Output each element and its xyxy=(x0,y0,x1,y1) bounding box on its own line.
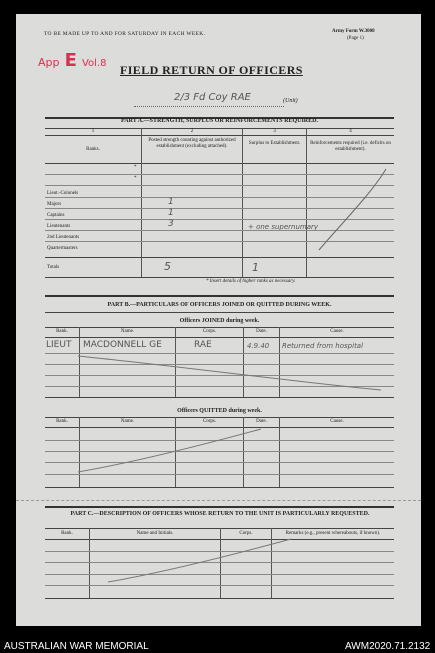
stamp-vol: Vol.8 xyxy=(81,58,107,69)
footer-left: AUSTRALIAN WAR MEMORIAL xyxy=(4,641,149,652)
parta-colnum-4: 4 xyxy=(349,129,352,134)
surplus-note: + one supernumary xyxy=(248,223,319,231)
top-note: TO BE MADE UP TO AND FOR SATURDAY IN EACH WEEK. xyxy=(44,31,206,37)
parta-vline-2 xyxy=(242,128,243,277)
joined-corps-value: RAE xyxy=(194,340,212,350)
quitted-pen-stroke xyxy=(76,426,266,476)
rank-majors: Majors xyxy=(47,202,62,207)
partc-pen-stroke xyxy=(106,536,296,586)
parta-vline-1 xyxy=(141,128,142,277)
rank-quartermasters: Quartermasters xyxy=(47,246,78,251)
partc-vline xyxy=(89,528,90,598)
page-title: FIELD RETURN OF OFFICERS xyxy=(120,63,303,77)
rank-lieutenants: Lieutenants xyxy=(47,224,71,229)
stamp-letter: E xyxy=(64,50,77,71)
joined-rank-value: LIEUT xyxy=(46,340,72,350)
partc-bottom-rule xyxy=(45,598,394,599)
archive-stamp xyxy=(38,50,107,71)
joined-date-value: 4.9.40 xyxy=(247,342,270,350)
quitted-title: Officers QUITTED during week. xyxy=(177,408,262,414)
partc-col-corps: Corps. xyxy=(239,531,253,536)
parta-col-surplus: Surplus to Establishment. xyxy=(248,141,301,146)
quitted-col-name: Name. xyxy=(120,419,135,424)
joined-cause-value: Returned from hospital xyxy=(282,342,364,350)
parta-col-reinforcements: Reinforcements required (i.e. deficits on establishment). xyxy=(310,141,391,152)
partc-heading: PART C.—DESCRIPTION OF OFFICERS WHOSE RETURN TO THE UNIT IS PARTICULARLY REQUESTED. xyxy=(70,511,370,517)
joined-col-date: Date. xyxy=(256,329,267,334)
footer-right: AWM2020.71.2132 xyxy=(345,641,431,652)
captains-strength: 1 xyxy=(168,208,174,218)
joined-bottom-rule xyxy=(45,397,394,398)
fold-line xyxy=(16,500,421,501)
partc-col-name: Name and Initials. xyxy=(136,531,174,536)
quitted-col-cause: Cause. xyxy=(330,419,344,424)
parta-colnum-2: 2 xyxy=(190,129,194,134)
partb-top-rule xyxy=(45,295,394,297)
totals-label: Totals xyxy=(47,265,60,270)
parta-pen-stroke xyxy=(311,164,391,254)
joined-col-rank: Rank. xyxy=(56,329,68,334)
joined-col-name: Name. xyxy=(120,329,135,334)
stamp-app: App xyxy=(38,56,60,69)
parta-col-ranks: Ranks. xyxy=(86,147,100,152)
parta-col-strength: Posted strength counting against authorized establishment (excluding attached). xyxy=(148,138,236,149)
partb-heading-rule xyxy=(45,312,394,313)
joined-name-value: MACDONNELL GE xyxy=(83,340,162,350)
form-page xyxy=(16,14,421,626)
parta-colnum-1: 1 xyxy=(91,129,95,134)
form-number: Army Form W.3008 xyxy=(332,29,375,34)
majors-strength: 1 xyxy=(168,197,174,207)
joined-col-cause: Cause. xyxy=(330,329,344,334)
quitted-title-rule xyxy=(45,417,394,418)
parta-heading: PART A.—STRENGTH, SURPLUS OR REINFORCEMENTS REQUIRED. xyxy=(121,118,318,124)
quitted-col-corps: Corps. xyxy=(202,419,217,424)
quitted-bottom-rule xyxy=(45,487,394,488)
rank-2nd-lieutenants: 2nd Lieutenants xyxy=(47,235,80,240)
rank-captains: Captains xyxy=(47,213,65,218)
lieutenants-strength: 3 xyxy=(168,219,174,229)
joined-title: Officers JOINED during week. xyxy=(179,318,260,324)
parta-bottom-rule xyxy=(45,277,394,278)
partc-top-rule xyxy=(45,506,394,508)
unit-label: (Unit) xyxy=(283,98,298,104)
parta-colnum-3: 3 xyxy=(273,129,276,134)
partb-heading: PART B.—PARTICULARS OF OFFICERS JOINED OR QUITTED DURING WEEK. xyxy=(107,302,332,308)
totals-surplus: 1 xyxy=(252,261,259,274)
joined-title-rule xyxy=(45,327,394,328)
parta-colnum-rule xyxy=(45,135,394,136)
quitted-col-date: Date. xyxy=(256,419,267,424)
parta-footnote: * Insert details of higher ranks as necessary. xyxy=(206,279,296,284)
joined-header-rule xyxy=(45,337,394,338)
rank-star-1: * xyxy=(134,165,137,170)
totals-strength: 5 xyxy=(164,260,171,273)
joined-col-corps: Corps. xyxy=(202,329,217,334)
joined-pen-stroke xyxy=(76,354,386,394)
partc-col-rank: Rank. xyxy=(61,531,73,536)
page-number: (Page 1) xyxy=(347,36,364,41)
partc-col-remarks: Remarks (e.g., present whereabouts, if known). xyxy=(285,531,381,536)
rank-star-2: * xyxy=(134,176,137,181)
quitted-col-rank: Rank. xyxy=(56,419,68,424)
quitted-vline xyxy=(279,417,280,487)
parta-totals-rule xyxy=(45,257,394,258)
rank-lieut-colonels: Lieut.-Colonels xyxy=(47,191,79,196)
parta-vline-3 xyxy=(306,128,307,277)
unit-line xyxy=(134,106,284,107)
unit-handwritten: 2/3 Fd Coy RAE xyxy=(174,92,251,103)
